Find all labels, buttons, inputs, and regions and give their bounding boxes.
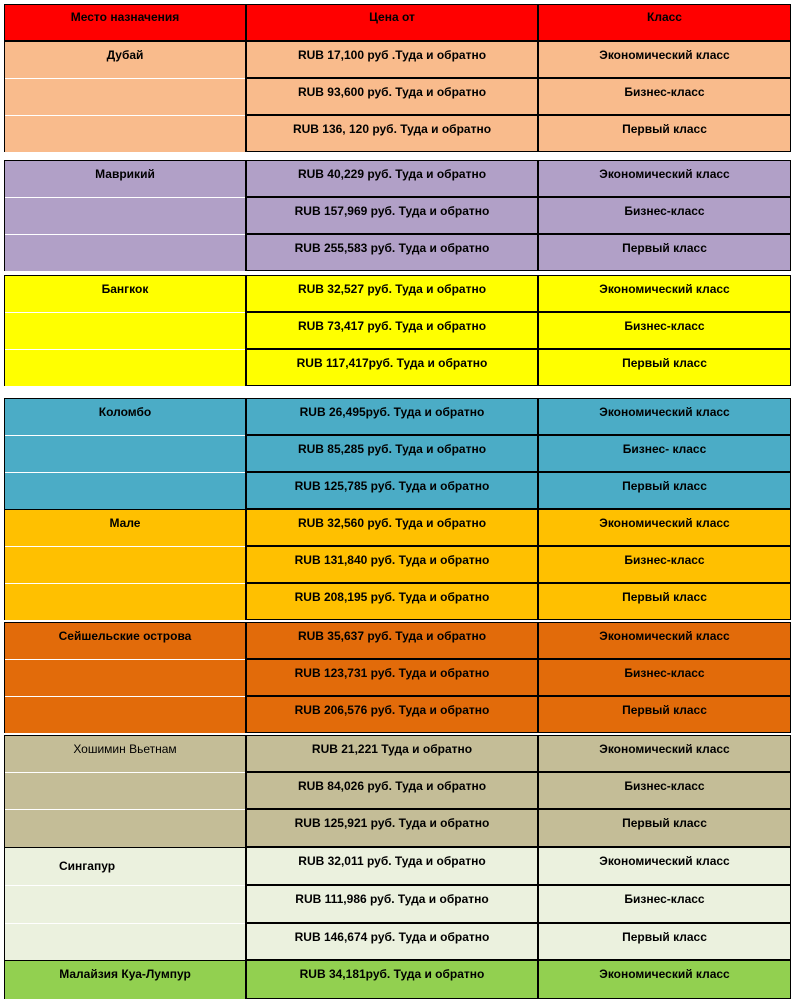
class-cell: Экономический класс	[538, 41, 791, 78]
class-cell: Бизнес-класс	[538, 772, 791, 809]
class-cell: Бизнес-класс	[538, 659, 791, 696]
price-cell: RUB 17,100 руб .Туда и обратно	[246, 41, 538, 78]
destination-cell	[4, 349, 246, 386]
destination-cell	[4, 435, 246, 472]
header-price: Цена от	[246, 4, 538, 41]
destination-cell	[4, 885, 246, 923]
destination-cell: Маврикий	[4, 160, 246, 197]
class-cell: Экономический класс	[538, 509, 791, 546]
header-class: Класс	[538, 4, 791, 41]
destination-cell	[4, 546, 246, 583]
class-cell: Первый класс	[538, 696, 791, 733]
class-cell: Бизнес-класс	[538, 197, 791, 234]
price-cell: RUB 123,731 руб. Туда и обратно	[246, 659, 538, 696]
class-cell: Экономический класс	[538, 960, 791, 999]
class-cell: Первый класс	[538, 472, 791, 509]
destination-cell	[4, 312, 246, 349]
price-cell: RUB 111,986 руб. Туда и обратно	[246, 885, 538, 923]
class-cell: Экономический класс	[538, 275, 791, 312]
class-cell: Бизнес-класс	[538, 78, 791, 115]
price-cell: RUB 32,527 руб. Туда и обратно	[246, 275, 538, 312]
destination-cell: Бангкок	[4, 275, 246, 312]
destination-cell	[4, 78, 246, 115]
price-cell: RUB 32,011 руб. Туда и обратно	[246, 847, 538, 885]
class-cell: Первый класс	[538, 809, 791, 847]
price-cell: RUB 208,195 руб. Туда и обратно	[246, 583, 538, 620]
price-cell: RUB 146,674 руб. Туда и обратно	[246, 923, 538, 960]
destination-cell	[4, 197, 246, 234]
destination-cell	[4, 472, 246, 509]
price-cell: RUB 131,840 руб. Туда и обратно	[246, 546, 538, 583]
destination-cell	[4, 115, 246, 152]
class-cell: Первый класс	[538, 349, 791, 386]
destination-cell	[4, 923, 246, 960]
class-cell: Бизнес-класс	[538, 885, 791, 923]
price-cell: RUB 26,495руб. Туда и обратно	[246, 398, 538, 435]
destination-cell: Хошимин Вьетнам	[4, 735, 246, 772]
class-cell: Экономический класс	[538, 160, 791, 197]
class-cell: Экономический класс	[538, 847, 791, 885]
price-cell: RUB 84,026 руб. Туда и обратно	[246, 772, 538, 809]
class-cell: Экономический класс	[538, 735, 791, 772]
destination-cell: Коломбо	[4, 398, 246, 435]
price-cell: RUB 136, 120 руб. Туда и обратно	[246, 115, 538, 152]
price-cell: RUB 34,181руб. Туда и обратно	[246, 960, 538, 999]
price-cell: RUB 255,583 руб. Туда и обратно	[246, 234, 538, 271]
price-cell: RUB 73,417 руб. Туда и обратно	[246, 312, 538, 349]
price-cell: RUB 93,600 руб. Туда и обратно	[246, 78, 538, 115]
header-destination: Место назначения	[4, 4, 246, 41]
class-cell: Экономический класс	[538, 398, 791, 435]
price-cell: RUB 32,560 руб. Туда и обратно	[246, 509, 538, 546]
price-cell: RUB 40,229 руб. Туда и обратно	[246, 160, 538, 197]
price-cell: RUB 125,785 руб. Туда и обратно	[246, 472, 538, 509]
class-cell: Первый класс	[538, 115, 791, 152]
destination-cell: Мале	[4, 509, 246, 546]
price-cell: RUB 125,921 руб. Туда и обратно	[246, 809, 538, 847]
class-cell: Экономический класс	[538, 622, 791, 659]
destination-cell	[4, 696, 246, 733]
price-cell: RUB 157,969 руб. Туда и обратно	[246, 197, 538, 234]
class-cell: Первый класс	[538, 234, 791, 271]
price-cell: RUB 85,285 руб. Туда и обратно	[246, 435, 538, 472]
class-cell: Бизнес- класс	[538, 435, 791, 472]
destination-cell: Дубай	[4, 41, 246, 78]
class-cell: Первый класс	[538, 923, 791, 960]
price-cell: RUB 117,417руб. Туда и обратно	[246, 349, 538, 386]
destination-cell: Сингапур	[4, 847, 246, 885]
price-cell: RUB 35,637 руб. Туда и обратно	[246, 622, 538, 659]
price-cell: RUB 21,221 Туда и обратно	[246, 735, 538, 772]
destination-cell: Малайзия Куа-Лумпур	[4, 960, 246, 999]
class-cell: Бизнес-класс	[538, 312, 791, 349]
destination-cell	[4, 809, 246, 847]
destination-cell: Сейшельские острова	[4, 622, 246, 659]
destination-cell	[4, 659, 246, 696]
price-cell: RUB 206,576 руб. Туда и обратно	[246, 696, 538, 733]
destination-cell	[4, 583, 246, 620]
class-cell: Бизнес-класс	[538, 546, 791, 583]
destination-cell	[4, 772, 246, 809]
destination-cell	[4, 234, 246, 271]
class-cell: Первый класс	[538, 583, 791, 620]
